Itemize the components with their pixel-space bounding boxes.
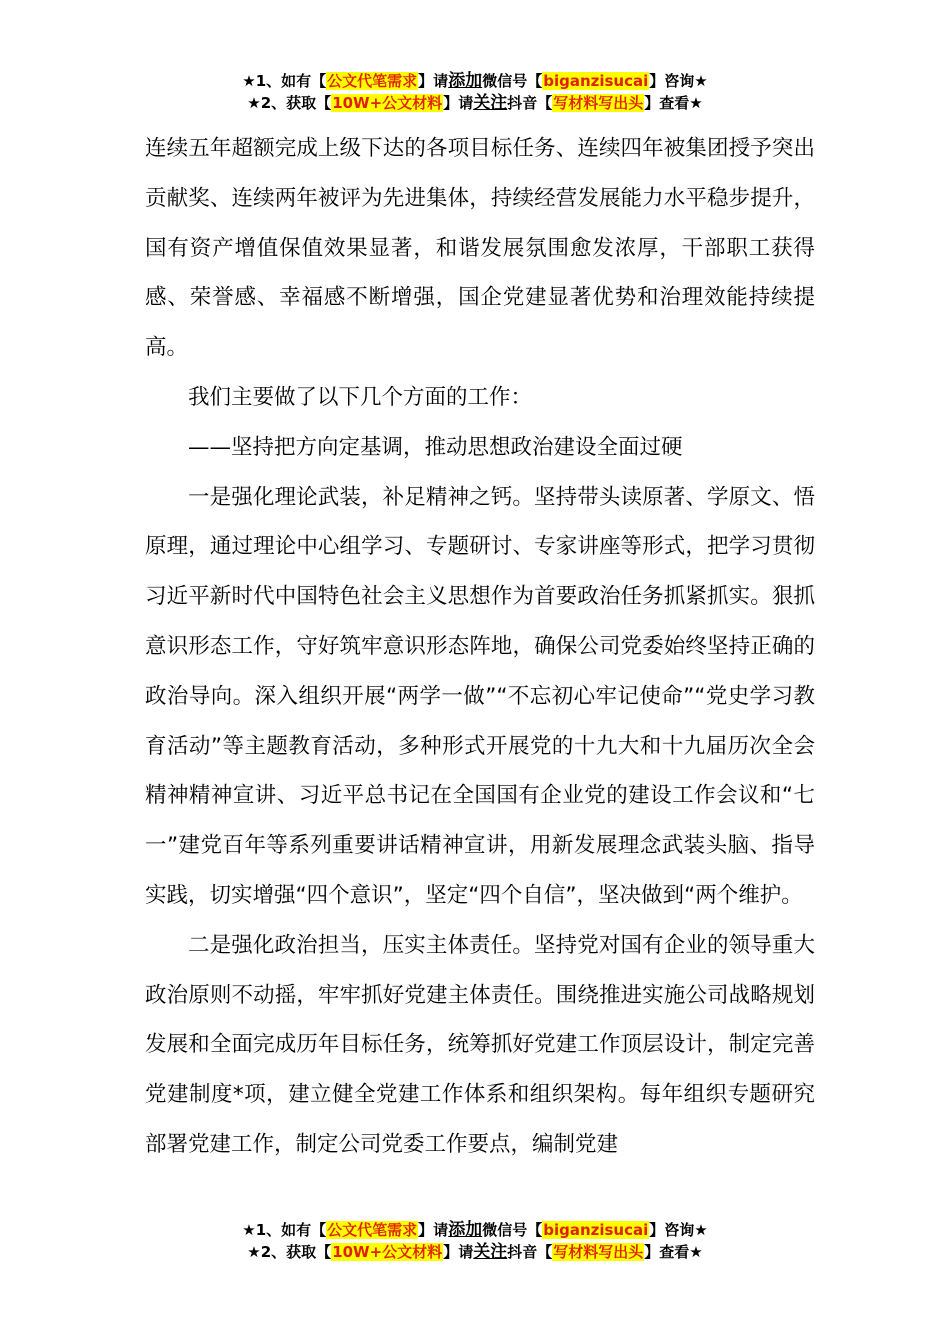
banner-text: 】请 [443,1243,474,1261]
banner-text: ★1、如有【 [242,1221,327,1239]
footer-banner [0,1219,950,1263]
highlight-service: 公文代笔需求 [327,1221,418,1239]
highlight-materials: 10W+公文材料 [332,1243,443,1261]
paragraph-responsibility: 二是强化政治担当，压实主体责任。坚持党对国有企业的领导重大政治原则不动摇，牢牢抓好党建主体责任。围绕推进实施公司战略规划发展和全面完成历年目标任务，统筹抓好党建工作顶层设计，制定完善党建制度*项，建立健全党建工作体系和组织架构。每年组织专题研究部署党建工作，制定公司党委工作要点，编制党建 [145,932,815,1157]
banner-text: ★2、获取【 [247,94,332,112]
banner-emphasis: 添加 [448,71,483,91]
banner-line-1 [0,70,950,92]
header-banner [0,70,950,114]
banner-text: 】请 [443,94,474,112]
banner-line-2 [0,1241,950,1263]
banner-text: 】咨询★ [649,72,708,90]
banner-emphasis: 关注 [473,93,508,113]
banner-text: ★1、如有【 [242,72,327,90]
highlight-wechat-id: biganzisucai [543,72,649,90]
banner-text: 】查看★ [644,94,703,112]
highlight-douyin: 写材料写出头 [553,1243,644,1261]
banner-text: 微信号【 [482,1221,543,1239]
highlight-douyin: 写材料写出头 [553,94,644,112]
banner-line-2 [0,92,950,114]
banner-text: 】查看★ [644,1243,703,1261]
banner-text: 】咨询★ [649,1221,708,1239]
banner-emphasis: 关注 [473,1242,508,1262]
highlight-wechat-id: biganzisucai [543,1221,649,1239]
banner-emphasis: 添加 [448,1220,483,1240]
highlight-materials: 10W+公文材料 [332,94,443,112]
banner-text: ★2、获取【 [247,1243,332,1261]
highlight-service: 公文代笔需求 [327,72,418,90]
section-heading: ——坚持把方向定基调，推动思想政治建设全面过硬 [188,434,683,460]
paragraph-theory: 一是强化理论武装，补足精神之钙。坚持带头读原著、学原文、悟原理，通过理论中心组学习、专题研讨、专家讲座等形式，把学习贯彻习近平新时代中国特色社会主义思想作为首要政治任务抓紧抓实。狠抓意识形态工作，守好筑牢意识形态阵地，确保公司党委始终坚持正确的政治导向。深入组织开展“两学一做”“不忘初心牢记使命”“党史学习教育活动”等主题教育活动，多种形式开展党的十九大和十九届历次全会精神精神宣讲、习近平总书记在全国国有企业党的建设工作会议和“七一”建党百年等系列重要讲话精神宣讲，用新发展理念武装头脑、指导实践，切实增强“四个意识”，坚定“四个自信”，坚决做到“两个维护。 [145,484,815,908]
banner-text: 抖音【 [507,94,553,112]
paragraph-intro-continued: 连续五年超额完成上级下达的各项目标任务、连续四年被集团授予突出贡献奖、连续两年被评为先进集体，持续经营发展能力水平稳步提升，国有资产增值保值效果显著，和谐发展氛围愈发浓厚，干部职工获得感、荣誉感、幸福感不断增强，国企党建显著优势和治理效能持续提高。 [145,136,815,361]
banner-text: 】请 [418,1221,449,1239]
banner-text: 微信号【 [482,72,543,90]
banner-text: 】请 [418,72,449,90]
document-body [145,124,815,1170]
banner-line-1 [0,1219,950,1241]
paragraph-work-summary: 我们主要做了以下几个方面的工作： [188,384,533,410]
banner-text: 抖音【 [507,1243,553,1261]
